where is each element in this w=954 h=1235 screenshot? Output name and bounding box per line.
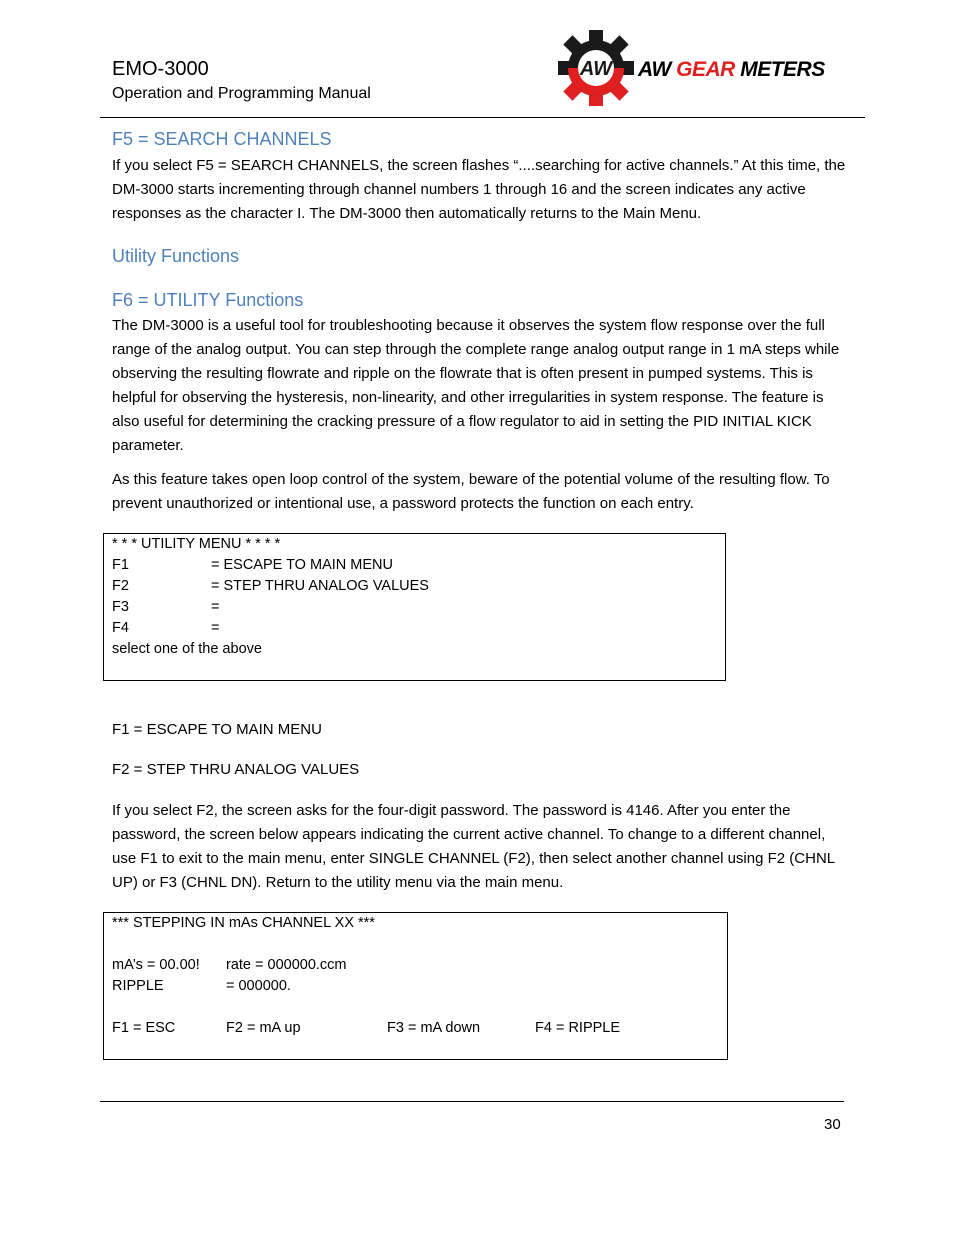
stepping-screen	[103, 912, 728, 1060]
paragraph-f6-1-text: The DM-3000 is a useful tool for troubleshooting because it observes the system flow response over the full range of the analog output. You can step through the complete range analog output range in 1 mA steps while observing the resulting flowrate and ripple on the flowrate that is often present in pumped systems. This is helpful for observing the hysteresis, non-linearity, and other irregularities in system response. The feature is also useful for determining the cracking pressure of a flow regulator to aid in setting the PID INITIAL KICK parameter.	[112, 317, 840, 454]
utility-menu-f4-value: =	[211, 620, 220, 636]
stepping-key-f3: F3 = mA down	[387, 1020, 481, 1036]
utility-menu-f2-key: F2	[112, 578, 129, 594]
paragraph-f5-text: If you select F5 = SEARCH CHANNELS, the screen flashes “....searching for active channels.” At this time, the DM-3000 starts incrementing through channel numbers 1 through 16 and the screen indicates any active responses as the character I. The DM-3000 then automatically returns to the Main Menu.	[112, 157, 846, 222]
paragraph-f6-2	[112, 468, 847, 516]
gear-logo-icon	[556, 28, 636, 108]
document-title: EMO-3000	[112, 58, 209, 80]
heading-f6-utility-functions: F6 = UTILITY Functions	[112, 290, 304, 310]
paragraph-f2-text: If you select F2, the screen asks for the four-digit password. The password is 4146. After you enter the password, the screen below appears indicating the current active channel. To change to a different channel, use F1 to exit to the main menu, enter SINGLE CHANNEL (F2), then select another channel using F2 (CHNL UP) or F3 (CHNL DN). Return to the utility menu via the main menu.	[112, 802, 835, 891]
utility-menu-title: * * * UTILITY MENU * * * *	[112, 536, 281, 552]
stepping-key-f4: F4 = RIPPLE	[535, 1020, 621, 1036]
logo-word-gear: GEAR	[676, 58, 735, 81]
utility-menu-screen	[103, 533, 726, 681]
footer-divider	[100, 1101, 844, 1102]
paragraph-f6-1	[112, 314, 847, 458]
logo-mark-letters: AW	[579, 58, 613, 80]
utility-menu-f2-value: = STEP THRU ANALOG VALUES	[211, 578, 429, 594]
stepping-title: *** STEPPING IN mAs CHANNEL XX ***	[112, 915, 375, 931]
logo-word-meters: METERS	[740, 58, 825, 81]
utility-menu-f3-key: F3	[112, 599, 129, 615]
utility-menu-f3-value: =	[211, 599, 220, 615]
header-divider	[100, 117, 865, 118]
utility-menu-f4-key: F4	[112, 620, 129, 636]
logo-word-aw: AW	[638, 58, 671, 81]
stepping-key-f1: F1 = ESC	[112, 1020, 176, 1036]
utility-menu-f1-value: = ESCAPE TO MAIN MENU	[211, 557, 393, 573]
paragraph-f2	[112, 799, 847, 895]
page-number: 30	[824, 1116, 841, 1133]
stepping-ripple-label: RIPPLE	[112, 978, 164, 994]
utility-menu-f1-key: F1	[112, 557, 129, 573]
paragraph-f6-2-text: As this feature takes open loop control of the system, beware of the potential volume of the resulting flow. To prevent unauthorized or intentional use, a password protects the function on each entry.	[112, 471, 830, 512]
f2-step-line: F2 = STEP THRU ANALOG VALUES	[112, 761, 360, 778]
logo-wordmark	[638, 58, 825, 82]
stepping-ripple-value: = 000000.	[226, 978, 291, 994]
utility-menu-prompt: select one of the above	[112, 641, 262, 657]
f1-escape-line: F1 = ESCAPE TO MAIN MENU	[112, 721, 322, 738]
heading-f5-search-channels: F5 = SEARCH CHANNELS	[112, 129, 332, 149]
document-subtitle: Operation and Programming Manual	[112, 85, 371, 102]
stepping-ma-value: mA’s = 00.00!	[112, 957, 200, 973]
heading-utility-functions: Utility Functions	[112, 246, 240, 266]
paragraph-f5	[112, 154, 847, 226]
stepping-key-f2: F2 = mA up	[226, 1020, 301, 1036]
stepping-rate-value: rate = 000000.ccm	[226, 957, 347, 973]
company-logo	[556, 28, 846, 108]
